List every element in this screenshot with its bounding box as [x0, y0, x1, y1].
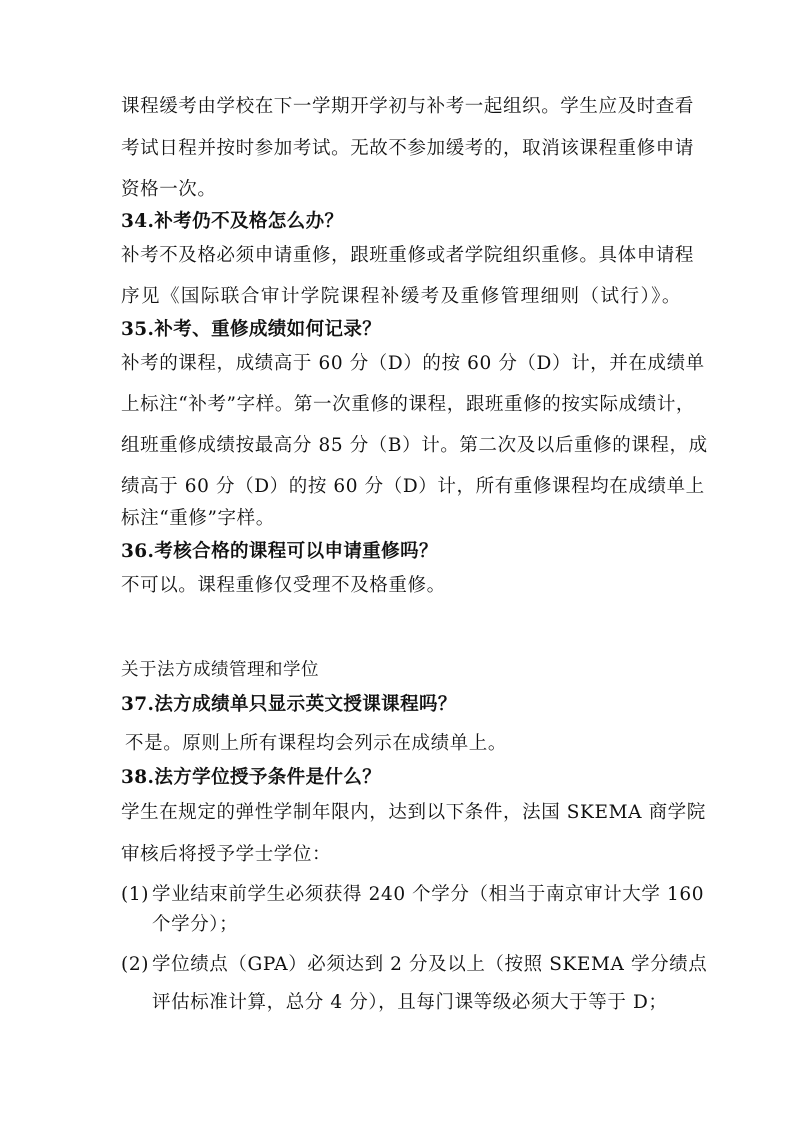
section-heading: 关于法方成绩管理和学位 — [121, 660, 319, 680]
q38-line-2: 审核后将授予学士学位： — [121, 844, 332, 865]
question-37-heading: 37.法方成绩单只显示英文授课课程吗？ — [121, 694, 457, 715]
list-item-text: 学位绩点（GPA）必须达到 2 分及以上（按照 SKEMA 学分绩点 — [152, 954, 708, 975]
question-38-heading: 38.法方学位授予条件是什么？ — [121, 767, 382, 788]
q35-line-1: 补考的课程，成绩高于 60 分（D）的按 60 分（D）计，并在成绩单 — [121, 353, 705, 374]
q37-line-1: 不是。原则上所有课程均会列示在成绩单上。 — [125, 733, 508, 754]
q34-line-2: 序见《国际联合审计学院课程补缓考及重修管理细则（试行）》。 — [121, 286, 681, 307]
question-34-heading: 34.补考仍不及格怎么办？ — [121, 211, 344, 232]
q38-line-1: 学生在规定的弹性学制年限内，达到以下条件，法国 SKEMA 商学院 — [121, 802, 706, 823]
q35-line-4: 绩高于 60 分（D）的按 60 分（D）计，所有重修课程均在成绩单上 — [121, 476, 705, 497]
list-item-continuation: 个学分）； — [152, 914, 239, 935]
q35-line-3: 组班重修成绩按最高分 85 分（B）计。第二次及以后重修的课程，成 — [121, 435, 708, 456]
question-36-heading: 36.考核合格的课程可以申请重修吗？ — [121, 541, 438, 562]
list-item-number: (2) — [121, 954, 150, 975]
intro-line-2: 考试日程并按时参加考试。无故不参加缓考的，取消该课程重修申请 — [121, 138, 695, 159]
q35-line-2: 上标注“补考”字样。第一次重修的课程，跟班重修的按实际成绩计， — [121, 394, 696, 415]
list-item-text: 学业结束前学生必须获得 240 个学分（相当于南京审计大学 160 — [152, 884, 705, 905]
question-35-heading: 35.补考、重修成绩如何记录？ — [121, 319, 382, 340]
list-item-number: (1) — [121, 884, 150, 905]
q34-line-1: 补考不及格必须申请重修，跟班重修或者学院组织重修。具体申请程 — [121, 245, 695, 266]
q35-line-5: 标注“重修”字样。 — [121, 508, 275, 529]
list-item-continuation: 评估标准计算，总分 4 分），且每门课等级必须大于等于 D； — [152, 992, 668, 1013]
q36-line-1: 不可以。课程重修仅受理不及格重修。 — [121, 575, 446, 596]
intro-line-1: 课程缓考由学校在下一学期开学初与补考一起组织。学生应及时查看 — [121, 96, 695, 117]
intro-line-3: 资格一次。 — [121, 179, 217, 200]
